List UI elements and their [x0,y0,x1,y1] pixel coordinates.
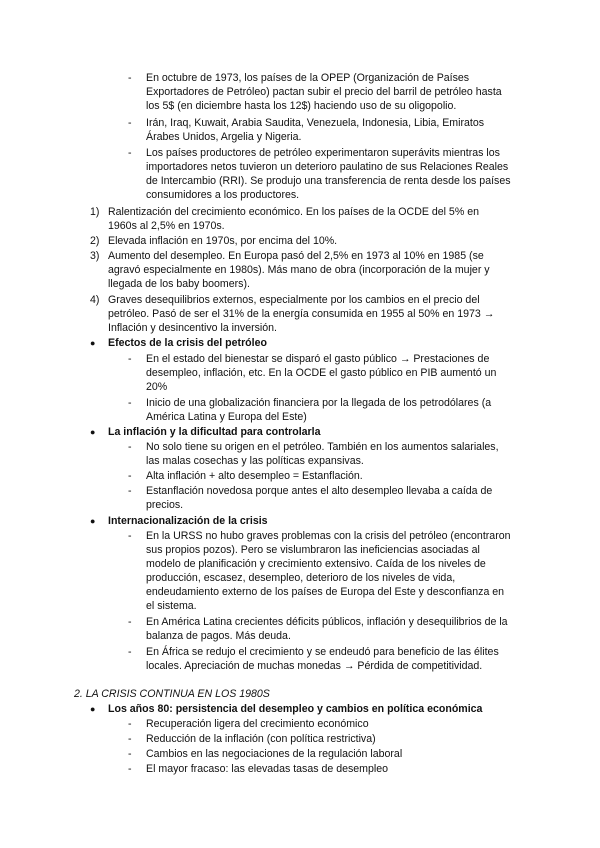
text-line: producción, escasez, desempleo, deterioro de los niveles de vida, [146,572,456,584]
text-line: Inicio de una globalización financiera por la llegada de los petrodólares (a [146,397,492,409]
text-line: precios. [146,499,184,511]
text-line: agravó especialmente en 1980s). Más mano de obra (incorporación de la mujer y [108,264,490,276]
list-item: Reducción de la inflación (con política restrictiva) [146,733,376,745]
bullet-heading: Efectos de la crisis del petróleo [108,337,267,349]
text-line: de Intercambio (RRI). Se produjo una transferencia de renta desde los países [146,175,511,187]
list-number: 4) [90,294,100,306]
text-line: Árabes Unidos, Argelia y Nigeria. [146,131,302,143]
list-number: 1) [90,206,100,218]
text-line: Inflación y desincentivo la inversión. [108,322,278,334]
dash-marker: - [128,72,132,84]
list-item: Cambios en las negociaciones de la regulación laboral [146,748,403,760]
text-line: desempleo, inflación, etc. En la OCDE el gasto público en PIB aumentó un [146,367,497,379]
bullet-heading: La inflación y la dificultad para controlarla [108,426,321,438]
text-line: En la URSS no hubo graves problemas con la crisis del petróleo (encontraron [146,530,511,542]
section-title: 2. LA CRISIS CONTINUA EN LOS 1980S [74,688,270,700]
bullet-marker: ● [90,516,96,526]
bullet-marker: ● [90,704,96,714]
dash-marker: - [128,748,132,760]
dash-marker: - [128,485,132,497]
list-number: 2) [90,235,100,247]
text-line: Alta inflación + alto desempleo = Estanflación. [146,470,363,482]
text-line: consumidores a los productores. [146,189,300,201]
text-line: Estanflación novedosa porque antes el alto desempleo llevaba a caída de [146,485,493,497]
text-line: En el estado del bienestar se disparó el gasto público → Prestaciones de [146,353,490,365]
list-item: Recuperación ligera del crecimiento económico [146,718,369,730]
dash-marker: - [128,733,132,745]
text-line: 20% [146,381,168,393]
dash-marker: - [128,530,132,542]
text-line: sus propios pozos). Pero se vislumbraron las ineficiencias asociadas al [146,544,480,556]
text-line: endeudamiento externo de los países de Europa del Este y desconfianza en [146,586,505,598]
dash-marker: - [128,117,132,129]
dash-marker: - [128,353,132,365]
dash-marker: - [128,397,132,409]
text-line: los 5$ (en diciembre hasta los 12$) haciendo uso de su oligopolio. [146,100,457,112]
text-line: Exportadores de Petróleo) pactan subir el precio del barril de petróleo hasta [146,86,502,98]
text-line: locales. Apreciación de muchas monedas → Pérdida de competitividad. [146,660,483,672]
text-line: Los países productores de petróleo experimentaron superávits mientras los [146,147,500,159]
text-line: Aumento del desempleo. En Europa pasó del 2,5% en 1973 al 10% en 1985 (se [108,250,484,262]
text-line: llegada de los baby boomers). [108,278,250,290]
bullet-marker: ● [90,427,96,437]
text-line: En América Latina crecientes déficits públicos, inflación y desequilibrios de la [146,616,508,628]
text-line: petróleo. Pasó de ser el 31% de la energía consumida en 1955 al 50% en 1973 → [108,308,495,320]
text-line: En octubre de 1973, los países de la OPEP (Organización de Países [146,72,470,84]
list-number: 3) [90,250,100,262]
text-line: América Latina y Europa del Este) [146,411,307,423]
bullet-heading: Internacionalización de la crisis [108,515,268,527]
bullet-heading: Los años 80: persistencia del desempleo y cambios en política económica [108,703,483,715]
text-line: balanza de pagos. Más deuda. [146,630,291,642]
text-line: las malas cosechas y las políticas expansivas. [146,455,364,467]
dash-marker: - [128,441,132,453]
text-line: Elevada inflación en 1970s, por encima del 10%. [108,235,338,247]
dash-marker: - [128,470,132,482]
dash-marker: - [128,616,132,628]
dash-marker: - [128,718,132,730]
dash-marker: - [128,646,132,658]
text-line: el sistema. [146,600,197,612]
text-line: importadores netos tuvieron un deterioro paulatino de sus Relaciones Reales [146,161,509,173]
list-item: El mayor fracaso: las elevadas tasas de desempleo [146,763,389,775]
text-line: modelo de planificación y crecimiento extensivo. Caída de los niveles de [146,558,486,570]
text-line: Irán, Iraq, Kuwait, Arabia Saudita, Venezuela, Indonesia, Libia, Emiratos [146,117,485,129]
dash-marker: - [128,147,132,159]
bullet-marker: ● [90,338,96,348]
text-line: En África se redujo el crecimiento y se endeudó para beneficio de las élites [146,646,499,658]
text-line: 1960s al 2,5% en 1970s. [108,220,225,232]
text-line: Ralentización del crecimiento económico. En los países de la OCDE del 5% en [108,206,479,218]
text-line: No solo tiene su origen en el petróleo. También en los aumentos salariales, [146,441,499,453]
text-line: Graves desequilibrios externos, especialmente por los cambios en el precio del [108,294,480,306]
dash-marker: - [128,763,132,775]
